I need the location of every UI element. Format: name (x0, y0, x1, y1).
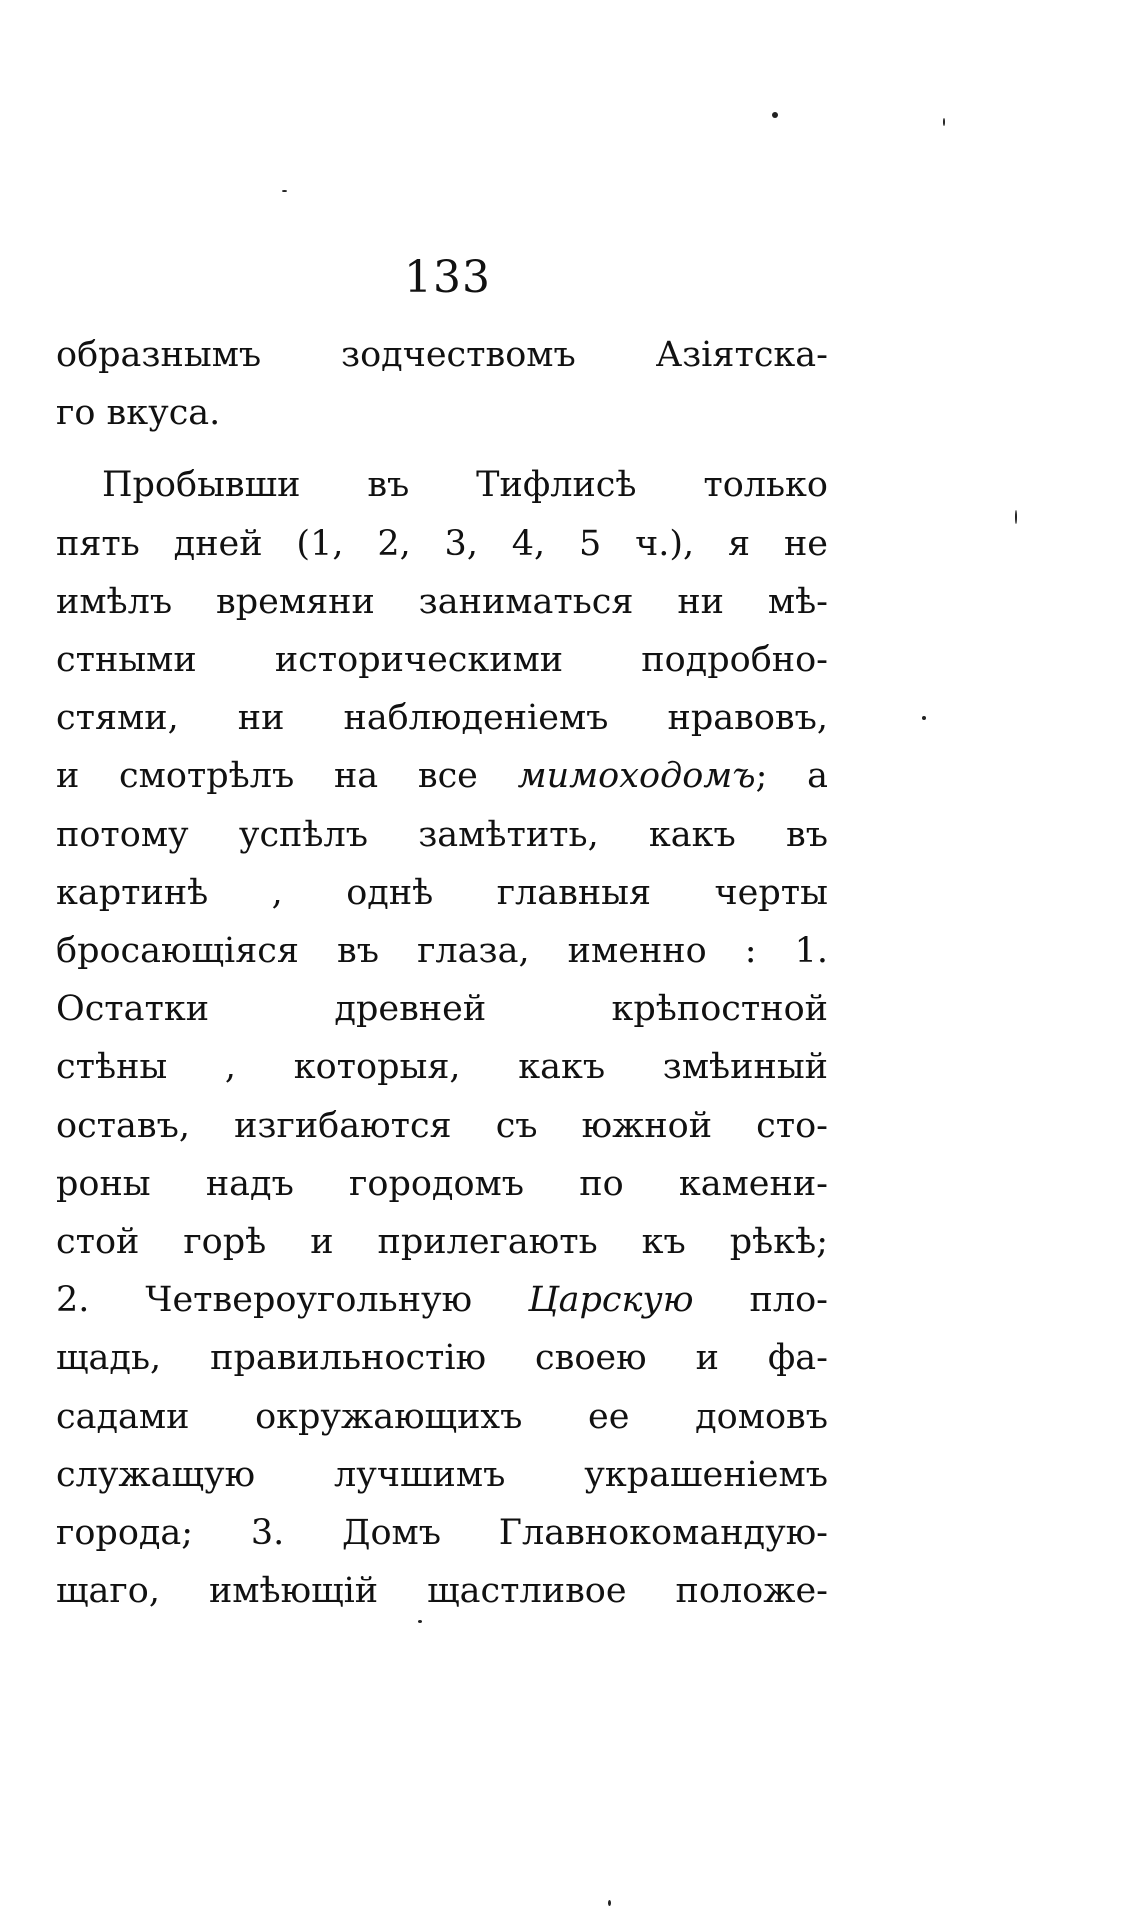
text-line: роны надъ городомъ по камени- (56, 1163, 828, 1204)
text-line: садами окружающихъ ее домовъ (56, 1396, 828, 1437)
text-line: бросающіяся въ глаза, именно : 1. (56, 931, 828, 972)
text-line: стными историческими подробно- (56, 640, 828, 681)
scan-speck (772, 112, 778, 118)
text-line: потому успѣлъ замѣтить, какъ въ (56, 814, 828, 855)
text-line: щадь, правильностію своею и фа- (56, 1338, 828, 1379)
scan-speck (943, 118, 945, 126)
page-number: 133 (404, 252, 491, 303)
scan-speck (418, 1620, 422, 1623)
paragraph-gap (56, 442, 828, 456)
text-line: и смотрѣлъ на все мимоходомъ; а (56, 756, 828, 797)
scan-speck (922, 716, 926, 720)
text-line: имѣлъ времяни заниматься ни мѣ- (56, 581, 828, 622)
text-line: стями, ни наблюденіемъ нравовъ, (56, 698, 828, 739)
text-line: Остатки древней крѣпостной (56, 989, 828, 1030)
text-line: служащую лучшимъ украшеніемъ (56, 1454, 828, 1495)
scan-speck (282, 190, 287, 192)
text-line: стѣны , которыя, какъ змѣиный (56, 1047, 828, 1088)
text-line: стой горѣ и прилегають къ рѣкѣ; (56, 1222, 828, 1263)
text-line: го вкуса. (56, 393, 221, 434)
text-line: города; 3. Домъ Главнокомандую- (56, 1513, 828, 1554)
text-line: 2. Четвероугольную Царскую пло- (56, 1280, 828, 1321)
text-line: пять дней (1, 2, 3, 4, 5 ч.), я не (56, 523, 828, 564)
text-line: Пробывши въ Тифлисѣ только (102, 465, 828, 506)
text-line: оставъ, изгибаются съ южной сто- (56, 1105, 828, 1146)
scan-speck (608, 1900, 611, 1906)
text-line: щаго, имѣющій щастливое положе- (56, 1571, 828, 1612)
italic-word: мимоходомъ (517, 756, 756, 797)
body-text (56, 326, 828, 1620)
scan-speck (1015, 510, 1017, 524)
text-line: картинѣ , однѣ главныя черты (56, 872, 828, 913)
text-line: образнымъ зодчествомъ Азіятска- (56, 335, 828, 375)
italic-word: Царскую (528, 1280, 694, 1321)
